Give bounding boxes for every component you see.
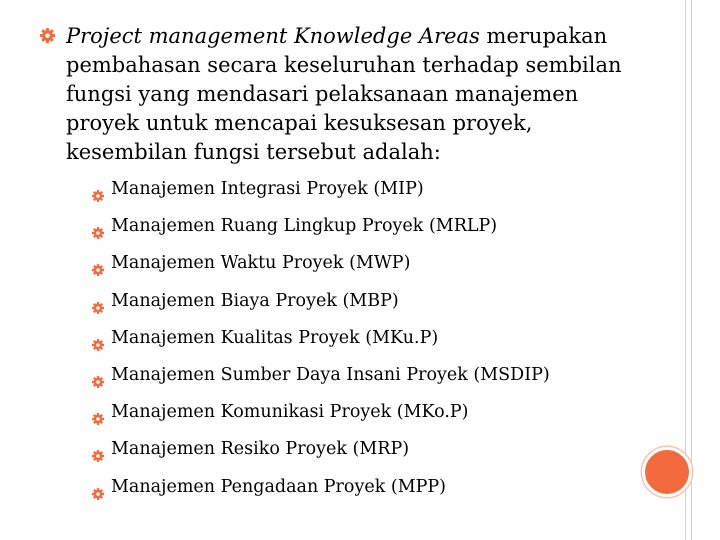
knowledge-areas-list <box>40 175 640 510</box>
gear-bullet-icon <box>92 398 111 435</box>
gear-bullet-icon <box>92 212 111 249</box>
list-item-label: Manajemen Biaya Proyek (MBP) <box>111 290 399 311</box>
gear-bullet-icon <box>92 287 111 324</box>
list-item-label: Manajemen Resiko Proyek (MRP) <box>111 439 410 460</box>
list-item <box>92 398 640 435</box>
main-bullet-item <box>40 22 640 167</box>
list-item-label: Manajemen Sumber Daya Insani Proyek (MSDIP) <box>111 365 550 386</box>
gear-bullet-icon <box>92 473 111 510</box>
knowledge-areas-term: Project management Knowledge Areas <box>66 24 480 48</box>
list-item <box>92 287 640 324</box>
list-item <box>92 324 640 361</box>
main-paragraph-body: merupakan pembahasan secara keseluruhan terhadap sembilan fungsi yang mendasari pelaksanaan manajemen proyek untuk mencapai kesuksesan proyek, kesembilan fungsi tersebut adalah: <box>66 24 622 164</box>
orange-circle-decoration <box>642 447 692 497</box>
list-item <box>92 249 640 286</box>
main-paragraph <box>66 22 640 167</box>
list-item <box>92 175 640 212</box>
list-item-label: Manajemen Ruang Lingkup Proyek (MRLP) <box>111 216 498 237</box>
gear-bullet-icon <box>92 175 111 212</box>
list-item-label: Manajemen Waktu Proyek (MWP) <box>111 253 411 274</box>
gear-bullet-icon <box>92 435 111 472</box>
gear-bullet-icon <box>40 22 66 47</box>
list-item-label: Manajemen Kualitas Proyek (MKu.P) <box>111 327 439 348</box>
gear-bullet-icon <box>92 249 111 286</box>
list-item-label: Manajemen Integrasi Proyek (MIP) <box>111 179 424 199</box>
list-item <box>92 361 640 398</box>
list-item-label: Manajemen Komunikasi Proyek (MKo.P) <box>111 402 469 423</box>
gear-bullet-icon <box>92 361 111 398</box>
list-item <box>92 435 640 472</box>
list-item <box>92 473 640 510</box>
slide-content <box>40 22 640 510</box>
list-item <box>92 212 640 249</box>
list-item-label: Manajemen Pengadaan Proyek (MPP) <box>111 476 446 497</box>
gear-bullet-icon <box>92 324 111 361</box>
